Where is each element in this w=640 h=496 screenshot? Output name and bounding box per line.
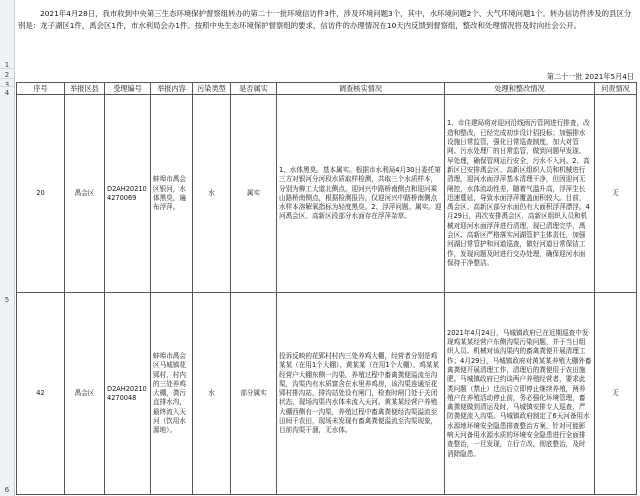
- cell-verified[interactable]: 部分属实: [231, 293, 277, 495]
- col-header-seq[interactable]: 序号: [17, 83, 65, 95]
- col-header-case-no[interactable]: 受理编号: [105, 83, 151, 95]
- col-header-verified[interactable]: 是否属实: [231, 83, 277, 95]
- table-header-row: [17, 83, 637, 95]
- cell-type[interactable]: 水: [193, 95, 231, 293]
- row-header-3[interactable]: 3: [4, 81, 10, 89]
- row-header-4[interactable]: 4: [4, 89, 10, 97]
- col-header-investigation[interactable]: 调查核实情况: [277, 83, 445, 95]
- intro-paragraph[interactable]: 2021年4月28日，我市收到中央第三生态环境保护督察组转办的第二十一批环境信访件3件，涉及环境问题3个，其中，水环境问题2个、大气环境问题1个。转办信访件涉及的县区分别是：龙子湖区1件，禹会区1件，市水利局会办1件。按照中央生态环境保护督察组的要求，信访件的办理情况在10天内反馈到督察组，整改和处理情况将及时向社会公开。: [18, 9, 632, 30]
- row-divider: [0, 86, 14, 87]
- cell-case-no[interactable]: D2AH202104270069: [105, 95, 151, 293]
- cell-handling[interactable]: 1、市住建局将对迎河沿线雨污管网进行排查，改造和整改，已经完成初步设计招投标；加强排水设施日常监管，强化日常巡查制度，加大对管网、污水处理厂的日常监管，做到问题早发现、早处理，确保管网运行安全，污水不入河。2、高新区已安排禹会区、高新区组织人员和机械进行清理，迎河水面浮萍基本清理干净，但因迎河无闸控，水体流动性差，随着气温升高，浮萍生长迅速蔓延，导致水面浮萍覆盖面积较大。目前，禹会区、高新区部分水面仍有大面积浮萍漂浮。4月29日，再次安排禹会区、高新区组织人员和机械对迎河水面浮萍进行清理，现已清理完毕，禹会区、高新区严格落实河湖管护主体责任，加强河湖日常管护和河道巡查，做好河道日常保洁工作，发现问题及时进行交办处理，确保迎河水面保持干净整洁。: [445, 95, 595, 293]
- cell-accountability[interactable]: 无: [595, 95, 637, 293]
- batch-date[interactable]: 第二十一批 2021年5月4日: [546, 72, 634, 81]
- table-row: [17, 293, 637, 495]
- row-divider: [0, 78, 14, 79]
- cell-case-no[interactable]: D2AH202104270048: [105, 293, 151, 495]
- col-header-content[interactable]: 举报内容: [151, 83, 193, 95]
- row-header-2[interactable]: 2: [4, 71, 10, 79]
- col-header-type[interactable]: 污染类型: [193, 83, 231, 95]
- cell-handling[interactable]: 2021年4月24日，马城镇政府已在近期巡查中发现鸡某某经营户东侧沟渠污染问题，并于当日组织人员、机械对该沟渠内的畜禽粪便开展清理工作；4月29日，马城镇政府对黄某某养殖大棚外畜禽粪便开展清理工作，清理后的粪便用于农田施肥。马城镇政府已约谈两户养殖经营者，要求此类问题（禁止）迁出后立即停止继续养殖，两养殖户在养殖活动停止前，务必强化环境管理，畜禽粪便做到清运及时，马城镇安排专人巡查，严防粪便流入沟渠。马城镇政府制定了6天河备用水水源地环境安全隐患排查整治方案，针对可能影响天河备用水源水质的环境安全隐患进行全面排查整治，一旦发现，立行立改，彻底整治，及时消除隐患。: [445, 293, 595, 495]
- cell-seq[interactable]: 20: [17, 95, 65, 293]
- cell-seq[interactable]: 42: [17, 293, 65, 495]
- col-header-district[interactable]: 举报区县: [65, 83, 105, 95]
- cell-content[interactable]: 蚌埠市禹会区马城镇花郢村，村内的三处养鸡大棚，粪污直排水沟，最终流入天河（饮用水源地）。: [151, 293, 193, 495]
- cell-district[interactable]: 禹会区: [65, 95, 105, 293]
- cell-accountability[interactable]: 无: [595, 293, 637, 495]
- cell-investigation[interactable]: 1、水体黑臭。基本属实。根据市水利局4月30日委托第三方对银河分河段水质取样检测，共取三个水质样本，分别为柳工大道北侧点、迎河兴中路桥南侧点和迎河乘山路桥南侧点，根据检测报告，仅迎河兴中路桥南侧点水样本溶解氧指标为轻度黑臭。2、浮萍问题。属实。迎河禹会区、高新区段部分水面存在浮萍杂草。: [277, 95, 445, 293]
- table-row: [17, 95, 637, 293]
- complaint-table: [16, 82, 637, 495]
- cell-verified[interactable]: 属实: [231, 95, 277, 293]
- col-header-accountability[interactable]: 问责情况: [595, 83, 637, 95]
- cell-district[interactable]: 禹会区: [65, 293, 105, 495]
- row-header-1[interactable]: 1: [4, 61, 10, 69]
- row-header-5[interactable]: 5: [4, 296, 10, 304]
- cell-type[interactable]: 水: [193, 293, 231, 495]
- cell-investigation[interactable]: 投诉反映的花郢村村内三处养鸡大棚，经营者分别是鸡某某（在用1个大棚）、黄某某（在用1个大棚）、鸡某某经营户大棚东侧一沟渠，养殖过程中畜禽粪便溢流至沟渠，沟渠内有水质富含在水里养鸡房，该沟渠连通至花郢村排沟站，排沟站处设有闸门，检查时闸门处于关闭状态，现场沟渠内水体未流入天河。黄某某经营户养殖大棚西侧有一沟渠，养殖过程中畜禽粪便经沟渠溢流至田间干农田，现场未发现有畜禽粪便溢流至沟渠现象，目前沟渠干涸，无水体。: [277, 293, 445, 495]
- row-header-column: [0, 0, 15, 496]
- row-divider: [0, 68, 14, 69]
- col-header-handling[interactable]: 处理和整改情况: [445, 83, 595, 95]
- cell-content[interactable]: 蚌埠市禹会区银河，水体黑臭，遍布浮萍。: [151, 95, 193, 293]
- row-header-6[interactable]: 6: [4, 486, 10, 494]
